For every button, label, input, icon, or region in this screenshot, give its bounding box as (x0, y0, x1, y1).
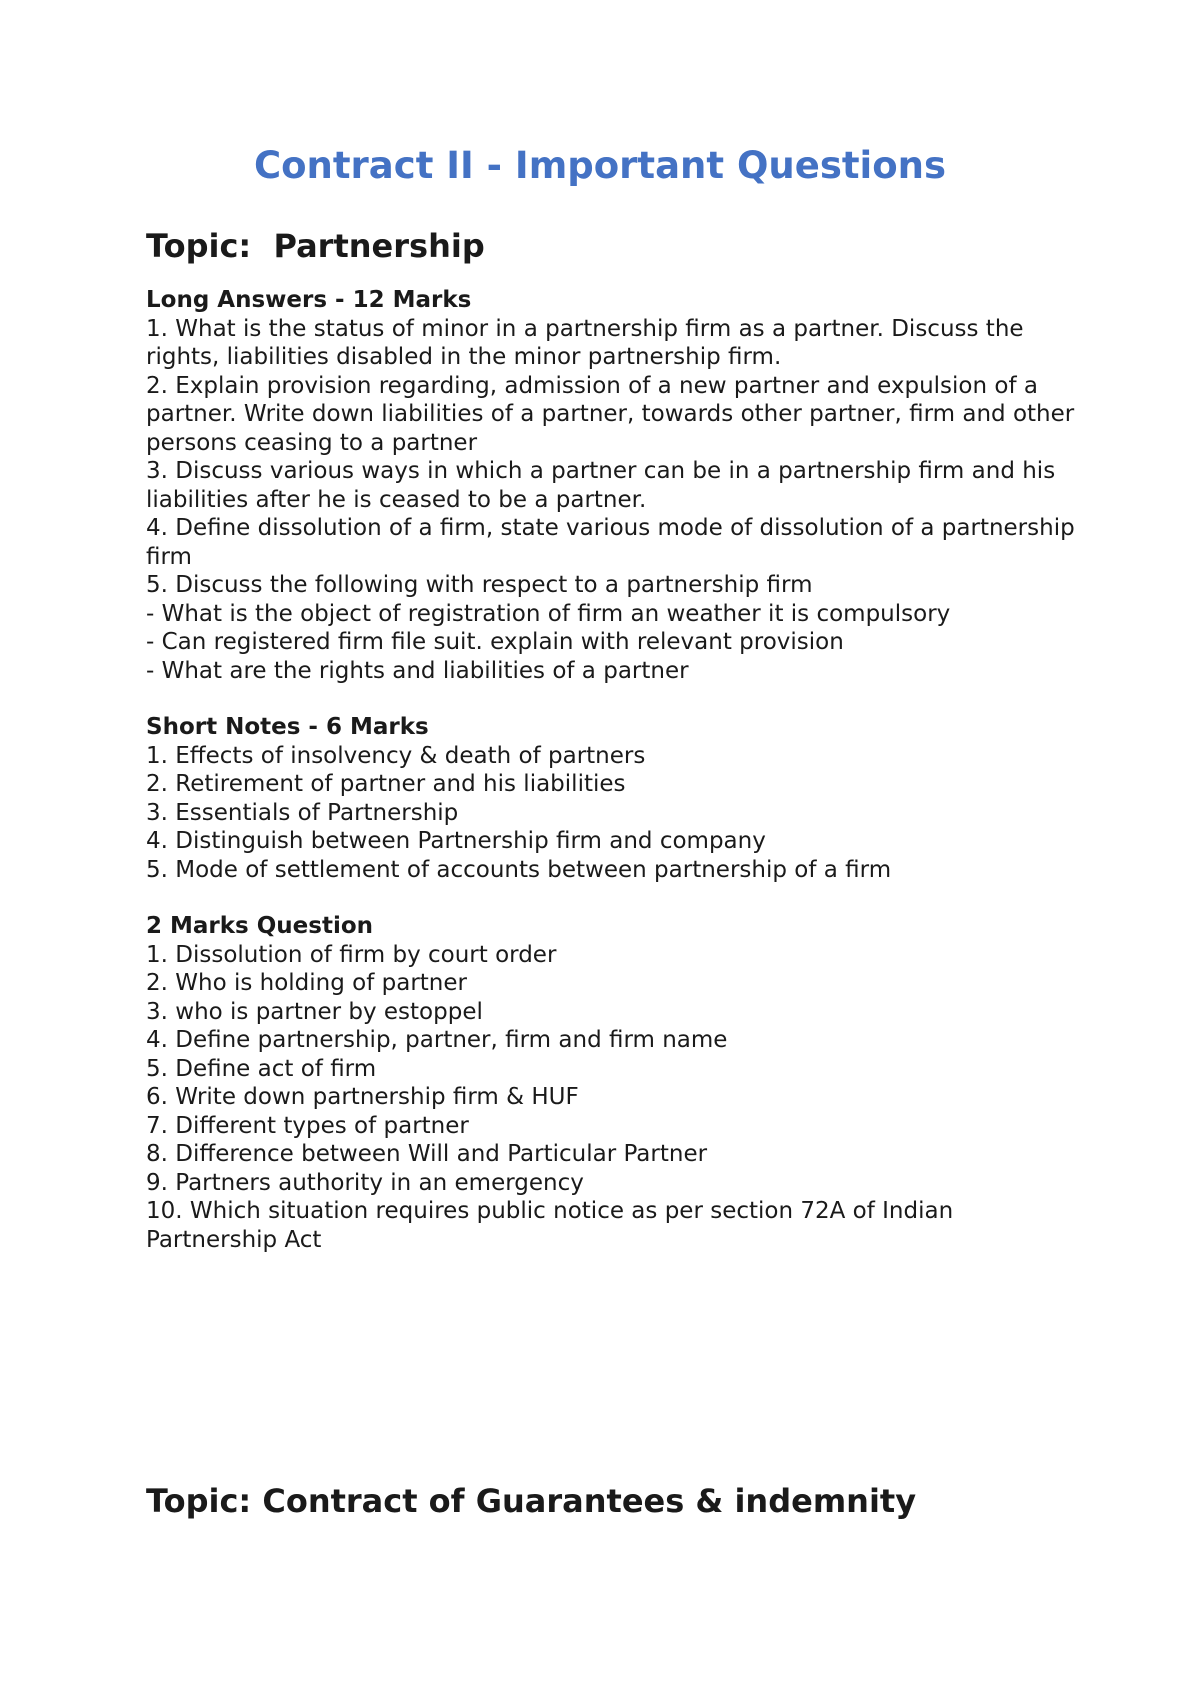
section-heading: Long Answers - 12 Marks (146, 287, 472, 313)
question-item: 1. What is the status of minor in a partnership firm as a partner. Discuss the rights, liabilities disabled in the minor partnership firm. (146, 315, 1024, 370)
question-item: 5. Mode of settlement of accounts between partnership of a firm (146, 856, 892, 883)
question-item: 5. Define act of firm (146, 1055, 377, 1082)
question-sub-item: - Can registered firm file suit. explain with relevant provision (146, 629, 844, 655)
question-item: 10. Which situation requires public notice as per section 72A of Indian Partnership Act (146, 1198, 954, 1253)
topic-heading: Topic: Partnership (146, 227, 485, 265)
question-list (146, 941, 1086, 1255)
topic-partnership (146, 224, 1086, 1254)
question-item: 2. Who is holding of partner (146, 970, 467, 996)
question-item: 3. Discuss various ways in which a partner can be in a partnership firm and his liabilities after he is ceased to be a partner. (146, 458, 1056, 513)
question-item: 1. Dissolution of firm by court order (146, 941, 557, 968)
question-list (146, 315, 1086, 686)
question-item: 5. Discuss the following with respect to a partnership firm (146, 572, 813, 598)
question-item: 3. Essentials of Partnership (146, 799, 459, 826)
question-item: 8. Difference between Will and Particular Partner (146, 1141, 708, 1167)
question-item: 2. Explain provision regarding, admission of a new partner and expulsion of a partner. Write down liabilities of a partner, towards other partner, firm and other persons ceasing to a partner (146, 372, 1075, 456)
question-item: 1. Effects of insolvency & death of partners (146, 742, 646, 769)
question-sub-item: - What are the rights and liabilities of a partner (146, 657, 689, 684)
question-item: 4. Define partnership, partner, firm and firm name (146, 1027, 728, 1053)
section-heading: Short Notes - 6 Marks (146, 714, 429, 740)
question-list (146, 742, 1086, 885)
question-item: 4. Distinguish between Partnership firm and company (146, 828, 766, 854)
topic-heading-guarantees: Topic: Contract of Guarantees & indemnity (146, 1482, 917, 1520)
document-title: Contract II - Important Questions (253, 144, 947, 187)
question-item: 7. Different types of partner (146, 1112, 469, 1139)
question-item: 3. who is partner by estoppel (146, 998, 483, 1025)
question-item: 4. Define dissolution of a firm, state various mode of dissolution of a partnership firm (146, 515, 1075, 570)
section-heading: 2 Marks Question (146, 913, 374, 939)
question-item: 2. Retirement of partner and his liabilities (146, 771, 626, 797)
question-item: 9. Partners authority in an emergency (146, 1169, 584, 1196)
section-long-answers (146, 286, 1086, 685)
question-item: 6. Write down partnership firm & HUF (146, 1084, 579, 1110)
section-two-marks (146, 912, 1086, 1254)
section-short-notes (146, 713, 1086, 884)
question-sub-item: - What is the object of registration of firm an weather it is compulsory (146, 600, 951, 627)
